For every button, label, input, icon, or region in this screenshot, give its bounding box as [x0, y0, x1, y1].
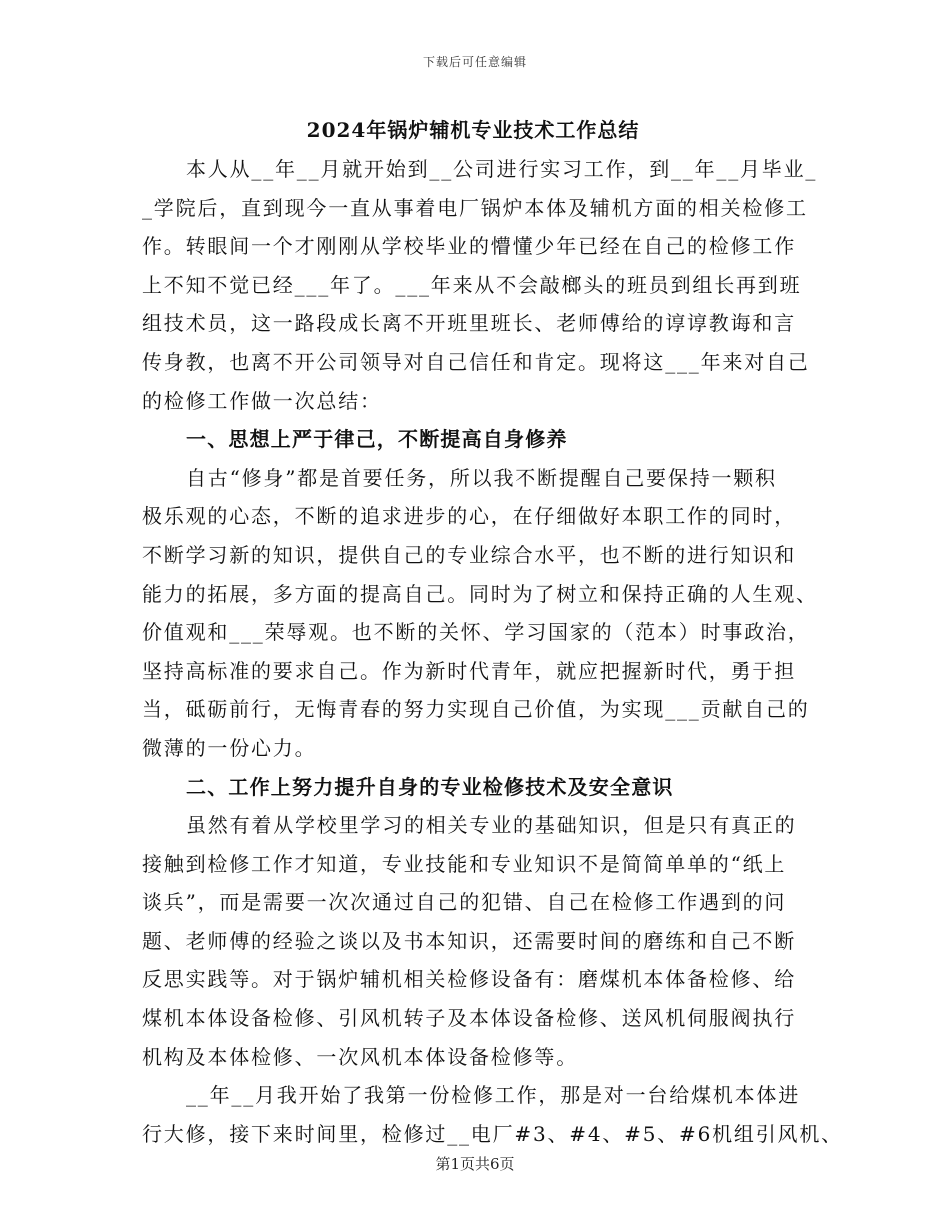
text-line: 本人从__年__月就开始到__公司进行实习工作，到__年__月毕业_	[186, 157, 818, 181]
text-line: 上不知不觉已经___年了。___年来从不会敲榔头的班员到组长再到班	[142, 272, 802, 297]
text-line: 传身教，也离不开公司领导对自己信任和肯定。现将这___年来对自己	[142, 349, 810, 374]
text-line: __年__月我开始了我第一份检修工作，那是对一台给煤机本体进	[186, 1083, 800, 1108]
text-line: 微薄的一份心力。	[142, 735, 317, 760]
text-line: 煤机本体设备检修、引风机转子及本体设备检修、送风机伺服阀执行	[142, 1006, 796, 1031]
text-line: 的检修工作做一次总结：	[142, 388, 382, 413]
text-line: _学院后，直到现今一直从事着电厂锅炉本体及辅机方面的相关检修工	[142, 195, 808, 220]
document-text	[142, 150, 843, 1153]
text-line: 不断学习新的知识，提供自己的专业综合水平，也不断的进行知识和	[142, 542, 796, 567]
document-title: 2024年锅炉辅机专业技术工作总结	[306, 118, 640, 142]
text-line: 当，砥砺前行，无悔青春的努力实现自己价值，为实现___贡献自己的	[142, 697, 810, 722]
page-header-note: 下载后可任意编辑	[422, 55, 527, 69]
text-line: 自古“修身”都是首要任务，所以我不断提醒自己要保持一颗积	[186, 465, 777, 490]
text-line: 作。转眼间一个才刚刚从学校毕业的懵懂少年已经在自己的检修工作	[142, 234, 796, 259]
page-number: 第1页共6页	[435, 1155, 515, 1173]
text-line: 行大修，接下来时间里，检修过__电厂#3、#4、#5、#6机组引风机、	[142, 1121, 843, 1146]
text-line: 接触到检修工作才知道，专业技能和专业知识不是简简单单的“纸上	[142, 851, 787, 876]
section-heading: 一、思想上严于律己，不断提高自身修养	[186, 427, 568, 452]
text-line: 能力的拓展，多方面的提高自己。同时为了树立和保持正确的人生观、	[142, 581, 818, 606]
text-line: 组技术员，这一路段成长离不开班里班长、老师傅给的谆谆教诲和言	[142, 311, 796, 336]
text-line: 价值观和___荣辱观。也不断的关怀、学习国家的（范本）时事政治，	[142, 620, 810, 645]
text-line: 题、老师傅的经验之谈以及书本知识，还需要时间的磨练和自己不断	[142, 928, 796, 953]
text-line: 坚持高标准的要求自己。作为新时代青年，就应把握新时代，勇于担	[142, 658, 796, 683]
text-line: 虽然有着从学校里学习的相关专业的基础知识，但是只有真正的	[186, 813, 797, 838]
text-line: 谈兵”，而是需要一次次通过自己的犯错、自己在检修工作遇到的问	[142, 890, 787, 915]
text-line: 极乐观的心态，不断的追求进步的心，在仔细做好本职工作的同时，	[142, 504, 796, 529]
section-heading: 二、工作上努力提升自身的专业检修技术及安全意识	[186, 774, 674, 799]
text-line: 反思实践等。对于锅炉辅机相关检修设备有：磨煤机本体备检修、给	[142, 967, 796, 992]
text-line: 机构及本体检修、一次风机本体设备检修等。	[142, 1044, 578, 1069]
document-body	[142, 110, 843, 1153]
